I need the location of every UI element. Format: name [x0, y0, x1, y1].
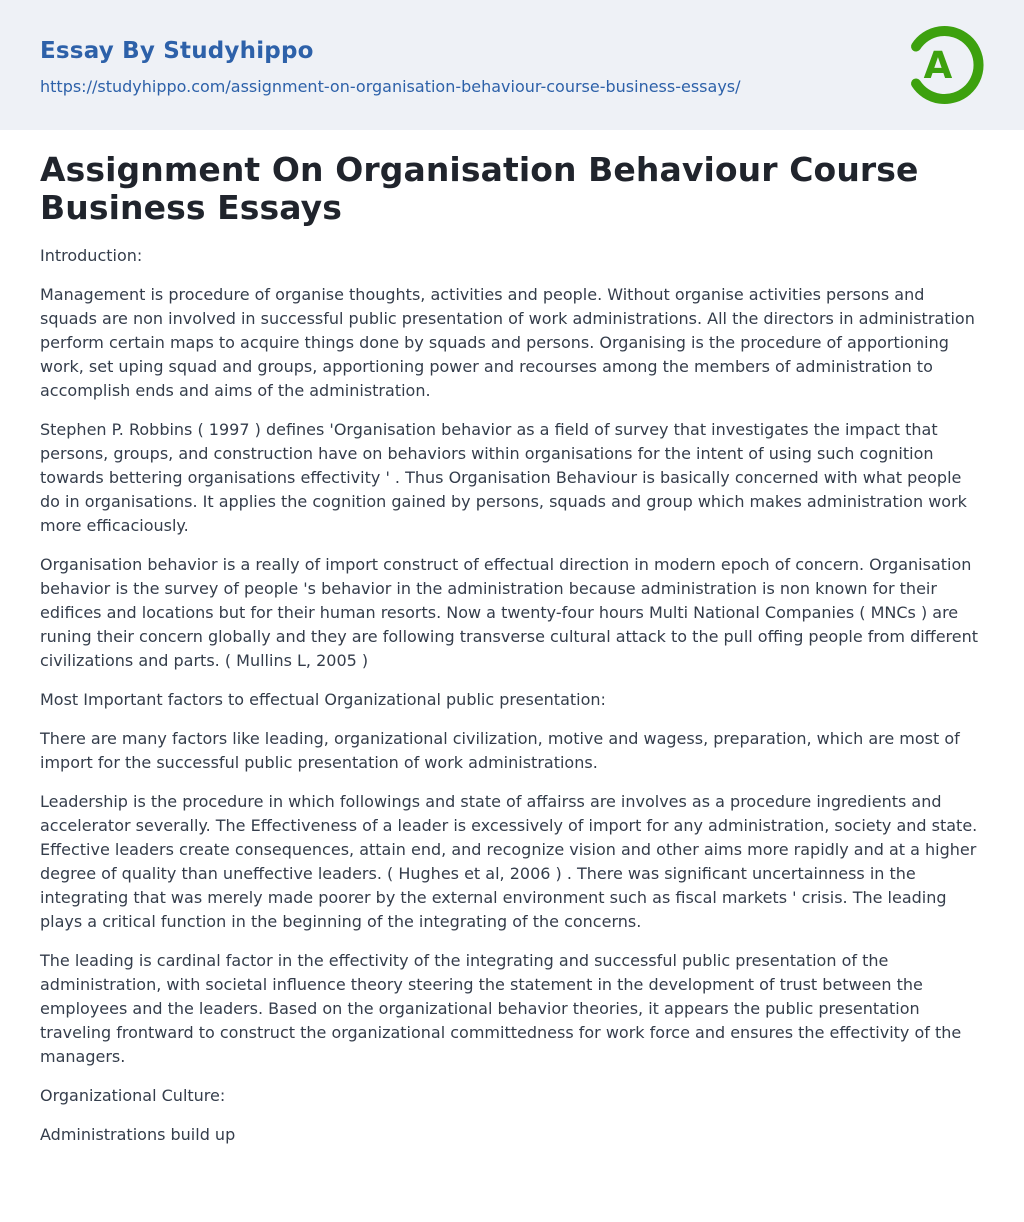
article-paragraph: Organizational Culture:	[40, 1086, 226, 1106]
article-paragraph: Leadership is the procedure in which followings and state of affairss are involves as a procedure ingredients and accelerator severally. The Effectiveness of a leader is excessively of import for any administration, society and state. Effective leaders create consequences, attain end, and recognize vision and other aims more rapidly and at a higher degree of quality than uneffective leaders. ( Hughes et al, 2006 ) . There was significant uncertainness in the integrating that was merely made poorer by the external environment such as fiscal markets ' crisis. The leading plays a critical function in the beginning of the integrating of the concerns.	[40, 792, 978, 932]
article-paragraph: Introduction:	[40, 246, 143, 266]
article-paragraph: There are many factors like leading, organizational civilization, motive and wagess, preparation, which are most of import for the successful public presentation of work administrations.	[40, 729, 960, 773]
logo-letter: A	[923, 43, 953, 87]
source-url-link[interactable]: https://studyhippo.com/assignment-on-organisation-behaviour-course-business-essays/	[40, 77, 741, 96]
article-paragraph: The leading is cardinal factor in the effectivity of the integrating and successful public presentation of the administration, with societal influence theory steering the statement in the development of trust between the employees and the leaders. Based on the organizational behavior theories, it appears the public presentation traveling frontward to construct the organizational committedness for work force and ensures the effectivity of the managers.	[40, 951, 962, 1067]
studyhippo-logo	[900, 17, 984, 113]
article-paragraph: Stephen P. Robbins ( 1997 ) defines 'Organisation behavior as a field of survey that investigates the impact that persons, groups, and construction have on behaviors within organisations for the intent of using such cognition towards bettering organisations effectivity ' . Thus Organisation Behaviour is basically concerned with what people do in organisations. It applies the cognition gained by persons, squads and group which makes administration work more efficaciously.	[40, 420, 967, 536]
site-branding	[40, 34, 741, 96]
article-body	[40, 244, 984, 1147]
article-paragraph: Management is procedure of organise thoughts, activities and people. Without organise activities persons and squads are non involved in successful public presentation of work administrations. All the directors in administration perform certain maps to acquire things done by squads and persons. Organising is the procedure of apportioning work, set uping squad and groups, apportioning power and recourses among the members of administration to accomplish ends and aims of the administration.	[40, 285, 975, 401]
article-title: Assignment On Organisation Behaviour Course Business Essays	[40, 150, 919, 227]
site-title: Essay By Studyhippo	[40, 38, 314, 64]
article	[0, 130, 1024, 1222]
article-paragraph: Administrations build up	[40, 1125, 236, 1145]
article-paragraph: Most Important factors to effectual Organizational public presentation:	[40, 690, 606, 710]
article-paragraph: Organisation behavior is a really of import construct of effectual direction in modern epoch of concern. Organisation behavior is the survey of people 's behavior in the administration because administration is non known for their edifices and locations but for their human resorts. Now a twenty-four hours Multi National Companies ( MNCs ) are runing their concern globally and they are following transverse cultural attack to the pull offing people from different civilizations and parts. ( Mullins L, 2005 )	[40, 555, 979, 671]
page-header	[0, 0, 1024, 130]
